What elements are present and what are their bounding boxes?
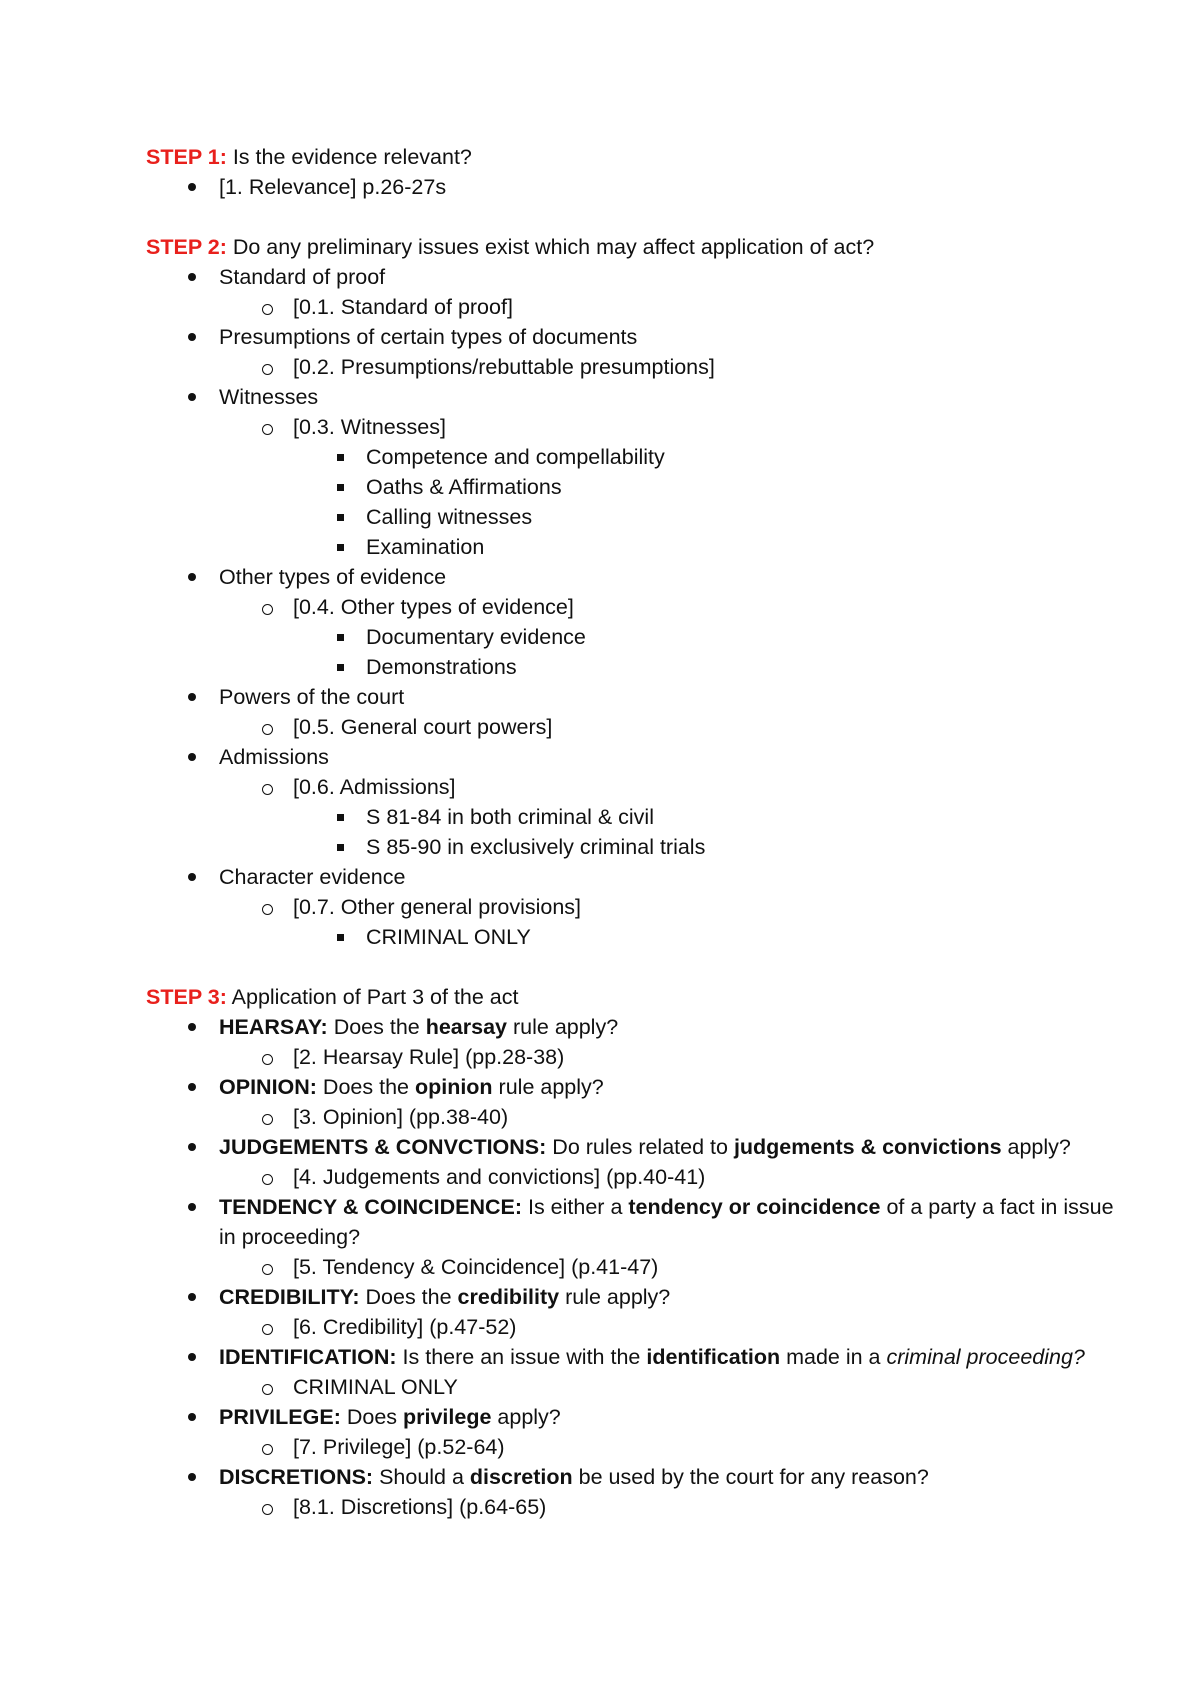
sub-list-item xyxy=(146,592,1110,622)
bullet-square-icon xyxy=(330,502,350,532)
sub-sub-list-item xyxy=(146,442,1110,472)
item-text: Demonstrations xyxy=(366,655,517,679)
sub-sub-list-item xyxy=(146,502,1110,532)
sub-sub-list-item xyxy=(146,532,1110,562)
item-text: Do rules related to xyxy=(546,1135,734,1159)
item-heading: IDENTIFICATION: xyxy=(219,1345,397,1369)
bullet-dot-icon xyxy=(182,262,202,292)
step-question: Application of Part 3 of the act xyxy=(226,985,519,1009)
list-item xyxy=(146,1462,1110,1492)
bullet-dot-icon xyxy=(182,1462,202,1492)
item-text: Witnesses xyxy=(219,385,319,409)
item-text: Character evidence xyxy=(219,865,406,889)
bullet-square-icon xyxy=(330,472,350,502)
bullet-dot-icon xyxy=(182,1342,202,1372)
bullet-dot-icon xyxy=(182,172,202,202)
item-text: CRIMINAL ONLY xyxy=(293,1375,458,1399)
item-keyword: hearsay xyxy=(425,1015,508,1039)
step-1-heading xyxy=(146,142,1110,172)
item-text: [1. Relevance] p.26-27s xyxy=(219,175,447,199)
bullet-dot-icon xyxy=(182,682,202,712)
item-text: Does the xyxy=(316,1075,415,1099)
item-text: of a party a fact in issue in proceeding? xyxy=(219,1195,1114,1249)
list-item xyxy=(146,1012,1110,1042)
item-text: S 81-84 in both criminal & civil xyxy=(366,805,654,829)
item-text: Standard of proof xyxy=(219,265,386,289)
item-heading: JUDGEMENTS & CONVCTIONS: xyxy=(219,1135,547,1159)
item-text: S 85-90 in exclusively criminal trials xyxy=(366,835,706,859)
item-text: [0.3. Witnesses] xyxy=(293,415,446,439)
bullet-circle-icon xyxy=(257,1252,277,1282)
item-text: Examination xyxy=(366,535,485,559)
sub-list-item xyxy=(146,712,1110,742)
item-text: [8.1. Discretions] (p.64-65) xyxy=(293,1495,547,1519)
item-text: [0.6. Admissions] xyxy=(293,775,456,799)
bullet-dot-icon xyxy=(182,1132,202,1162)
list-item xyxy=(146,862,1110,892)
item-text: [0.2. Presumptions/rebuttable presumptions] xyxy=(293,355,715,379)
bullet-circle-icon xyxy=(257,1432,277,1462)
list-item xyxy=(146,172,1110,202)
list-item xyxy=(146,1402,1110,1432)
sub-list-item xyxy=(146,352,1110,382)
step-2-heading xyxy=(146,232,1110,262)
bullet-circle-icon xyxy=(257,712,277,742)
item-text: Does xyxy=(340,1405,403,1429)
item-text: Calling witnesses xyxy=(366,505,533,529)
list-item xyxy=(146,262,1110,292)
list-item xyxy=(146,322,1110,352)
item-text: Presumptions of certain types of documents xyxy=(219,325,638,349)
bullet-dot-icon xyxy=(182,1282,202,1312)
item-text: [2. Hearsay Rule] (pp.28-38) xyxy=(293,1045,565,1069)
sub-list-item xyxy=(146,412,1110,442)
bullet-dot-icon xyxy=(182,862,202,892)
item-text: [0.1. Standard of proof] xyxy=(293,295,513,319)
item-text: Is either a xyxy=(522,1195,629,1219)
item-text: [5. Tendency & Coincidence] (p.41-47) xyxy=(293,1255,659,1279)
step-question: Is the evidence relevant? xyxy=(226,145,472,169)
sub-sub-list-item xyxy=(146,472,1110,502)
step-question: Do any preliminary issues exist which may affect application of act? xyxy=(226,235,875,259)
bullet-dot-icon xyxy=(182,1072,202,1102)
item-keyword: credibility xyxy=(457,1285,560,1309)
item-text: [3. Opinion] (pp.38-40) xyxy=(293,1105,509,1129)
bullet-square-icon xyxy=(330,652,350,682)
bullet-circle-icon xyxy=(257,1312,277,1342)
item-text: [4. Judgements and convictions] (pp.40-41) xyxy=(293,1165,706,1189)
sub-list-item xyxy=(146,1162,1110,1192)
item-text: [7. Privilege] (p.52-64) xyxy=(293,1435,505,1459)
bullet-dot-icon xyxy=(182,562,202,592)
bullet-square-icon xyxy=(330,622,350,652)
bullet-dot-icon xyxy=(182,322,202,352)
bullet-circle-icon xyxy=(257,1492,277,1522)
bullet-dot-icon xyxy=(182,742,202,772)
item-text: [0.4. Other types of evidence] xyxy=(293,595,574,619)
item-keyword: identification xyxy=(646,1345,781,1369)
bullet-dot-icon xyxy=(182,1402,202,1432)
item-text: [0.7. Other general provisions] xyxy=(293,895,582,919)
item-heading: CREDIBILITY: xyxy=(219,1285,360,1309)
item-text: Other types of evidence xyxy=(219,565,447,589)
item-text: Competence and compellability xyxy=(366,445,665,469)
item-keyword: tendency or coincidence xyxy=(628,1195,881,1219)
item-text: Documentary evidence xyxy=(366,625,586,649)
bullet-circle-icon xyxy=(257,772,277,802)
sub-list-item xyxy=(146,1372,1110,1402)
item-text: Does the xyxy=(327,1015,426,1039)
item-text: [6. Credibility] (p.47-52) xyxy=(293,1315,517,1339)
bullet-circle-icon xyxy=(257,352,277,382)
item-text: apply? xyxy=(1001,1135,1071,1159)
bullet-dot-icon xyxy=(182,1012,202,1042)
item-keyword: privilege xyxy=(403,1405,492,1429)
sub-sub-list-item xyxy=(146,622,1110,652)
item-text: Should a xyxy=(373,1465,470,1489)
sub-sub-list-item xyxy=(146,802,1110,832)
sub-sub-list-item xyxy=(146,922,1110,952)
bullet-circle-icon xyxy=(257,592,277,622)
list-item xyxy=(146,742,1110,772)
item-text: CRIMINAL ONLY xyxy=(366,925,531,949)
sub-list-item xyxy=(146,1252,1110,1282)
item-text: rule apply? xyxy=(559,1285,671,1309)
list-item xyxy=(146,682,1110,712)
bullet-circle-icon xyxy=(257,412,277,442)
item-text: rule apply? xyxy=(507,1015,619,1039)
item-heading: HEARSAY: xyxy=(219,1015,328,1039)
item-text: Is there an issue with the xyxy=(396,1345,647,1369)
list-item xyxy=(146,1192,1124,1252)
sub-list-item xyxy=(146,892,1110,922)
item-keyword: discretion xyxy=(469,1465,573,1489)
bullet-square-icon xyxy=(330,802,350,832)
sub-list-item xyxy=(146,1432,1110,1462)
step-3-heading xyxy=(146,982,1110,1012)
item-heading: TENDENCY & COINCIDENCE: xyxy=(219,1195,523,1219)
item-heading: PRIVILEGE: xyxy=(219,1405,341,1429)
list-item xyxy=(146,1342,1124,1372)
bullet-circle-icon xyxy=(257,1102,277,1132)
item-heading: DISCRETIONS: xyxy=(219,1465,374,1489)
item-keyword: judgements & convictions xyxy=(733,1135,1002,1159)
item-text: Powers of the court xyxy=(219,685,405,709)
bullet-circle-icon xyxy=(257,1162,277,1192)
bullet-circle-icon xyxy=(257,892,277,922)
bullet-square-icon xyxy=(330,532,350,562)
item-text: rule apply? xyxy=(492,1075,604,1099)
sub-list-item xyxy=(146,772,1110,802)
list-item xyxy=(146,382,1110,412)
list-item xyxy=(146,562,1110,592)
item-text: Oaths & Affirmations xyxy=(366,475,562,499)
list-item xyxy=(146,1132,1110,1162)
bullet-circle-icon xyxy=(257,1372,277,1402)
sub-list-item xyxy=(146,292,1110,322)
sub-list-item xyxy=(146,1492,1110,1522)
bullet-dot-icon xyxy=(182,1192,202,1222)
sub-list-item xyxy=(146,1312,1110,1342)
item-heading: OPINION: xyxy=(219,1075,317,1099)
step-label: STEP 2: xyxy=(146,235,227,259)
list-item xyxy=(146,1282,1110,1312)
bullet-square-icon xyxy=(330,832,350,862)
item-keyword: opinion xyxy=(414,1075,493,1099)
sub-list-item xyxy=(146,1102,1110,1132)
item-text: [0.5. General court powers] xyxy=(293,715,553,739)
item-italic: criminal proceeding? xyxy=(886,1345,1085,1369)
bullet-circle-icon xyxy=(257,292,277,322)
bullet-dot-icon xyxy=(182,382,202,412)
bullet-square-icon xyxy=(330,922,350,952)
sub-sub-list-item xyxy=(146,652,1110,682)
item-text: Does the xyxy=(359,1285,458,1309)
list-item xyxy=(146,1072,1110,1102)
sub-sub-list-item xyxy=(146,832,1110,862)
step-label: STEP 1: xyxy=(146,145,227,169)
sub-list-item xyxy=(146,1042,1110,1072)
bullet-square-icon xyxy=(330,442,350,472)
step-label: STEP 3: xyxy=(146,985,227,1009)
item-text: be used by the court for any reason? xyxy=(572,1465,929,1489)
bullet-circle-icon xyxy=(257,1042,277,1072)
item-text: apply? xyxy=(491,1405,561,1429)
item-text: Admissions xyxy=(219,745,329,769)
item-text: made in a xyxy=(780,1345,887,1369)
